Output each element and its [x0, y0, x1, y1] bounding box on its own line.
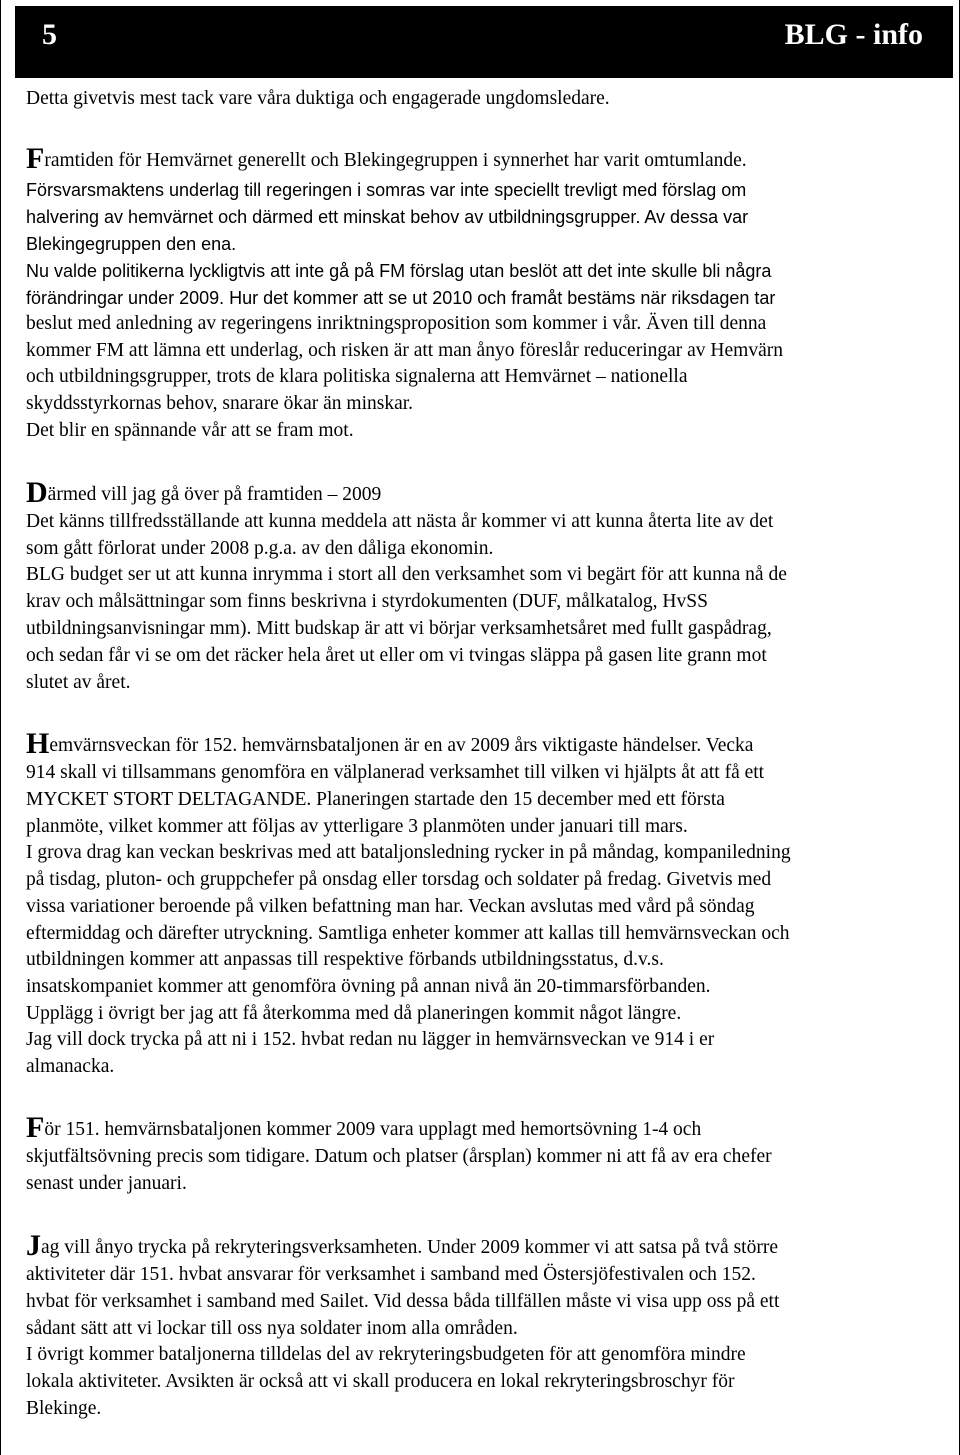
framtiden-line — [26, 142, 747, 175]
hemvarnsveckan-line: Upplägg i övrigt ber jag att få återkomma med då planeringen kommit något längre. — [26, 1003, 682, 1024]
page-header-bar — [15, 6, 953, 78]
page-number: 5 — [42, 18, 57, 51]
dropcap: H — [26, 727, 50, 760]
hemvarnsveckan-line: MYCKET STORT DELTAGANDE. Planeringen startade den 15 december med ett första — [26, 789, 725, 810]
framtiden-line: beslut med anledning av regeringens inriktningsproposition som kommer i vår. Även till denna — [26, 313, 767, 334]
hemvarnsveckan-line: utbildningen kommer att anpassas till respektive förbands utbildningsstatus, d.v.s. — [26, 949, 664, 970]
darmed-line: och sedan får vi se om det räcker hela året ut eller om vi tvingas släppa på gasen lite grann mot — [26, 645, 767, 666]
hemvarnsveckan-line: insatskompaniet kommer att genomföra övning på annan nivå än 20-timmarsförbanden. — [26, 976, 711, 997]
framtiden-line: Försvarsmaktens underlag till regeringen i somras var inte speciellt trevligt med förslag om — [26, 180, 747, 200]
framtiden-line: och utbildningsgrupper, trots de klara politiska signalerna att Hemvärnet – nationella — [26, 366, 688, 387]
rekrytering-line: hvbat för verksamhet i samband med Sailet. Vid dessa båda tillfällen måste vi visa upp oss på ett — [26, 1291, 780, 1312]
dropcap: F — [26, 1111, 45, 1144]
hemvarnsveckan-line: almanacka. — [26, 1056, 115, 1077]
text-run: ärmed vill jag gå över på framtiden – 2009 — [47, 484, 382, 505]
for151-line: skjutfältsövning precis som tidigare. Datum och platser (årsplan) kommer ni att få av era chefer — [26, 1146, 772, 1167]
darmed-line — [26, 476, 382, 509]
framtiden-line: halvering av hemvärnet och därmed ett minskat behov av utbildningsgrupper. Av dessa var — [26, 207, 749, 227]
hemvarnsveckan-line: I grova drag kan veckan beskrivas med att bataljonsledning rycker in på måndag, kompaniledning — [26, 842, 791, 863]
darmed-line: slutet av året. — [26, 672, 131, 693]
darmed-line: Det känns tillfredsställande att kunna meddela att nästa år kommer vi att kunna återta lite av det — [26, 511, 774, 532]
darmed-line: utbildningsanvisningar mm). Mitt budskap är att vi börjar verksamhetsåret med fullt gaspådrag, — [26, 618, 772, 639]
for151-line — [26, 1111, 702, 1144]
rekrytering-line: lokala aktiviteter. Avsikten är också att vi skall producera en lokal rekryteringsbroschyr för — [26, 1371, 735, 1392]
hemvarnsveckan-line: på tisdag, pluton- och gruppchefer på onsdag eller torsdag och soldater på fredag. Givetvis med — [26, 869, 772, 890]
framtiden-line: Blekingegruppen den ena. — [26, 234, 237, 254]
darmed-line: BLG budget ser ut att kunna inrymma i stort all den verksamhet som vi begärt för att kunna nå de — [26, 564, 787, 585]
rekrytering-line — [26, 1229, 778, 1262]
dropcap: J — [26, 1229, 41, 1262]
rekrytering-line: Blekinge. — [26, 1398, 102, 1419]
hemvarnsveckan-line — [26, 727, 754, 760]
hemvarnsveckan-line: eftermiddag och därefter utryckning. Samtliga enheter kommer att kallas till hemvärnsveckan och — [26, 923, 790, 944]
text-run: ramtiden för Hemvärnet generellt och Blekingegruppen i synnerhet har varit omtumlande. — [44, 150, 747, 171]
text-run: ör 151. hemvärnsbataljonen kommer 2009 vara upplagt med hemortsövning 1-4 och — [44, 1119, 702, 1140]
intro-line: Detta givetvis mest tack vare våra duktiga och engagerade ungdomsledare. — [26, 88, 610, 109]
hemvarnsveckan-line: 914 skall vi tillsammans genomföra en välplanerad verksamhet till vilken vi hjälpts åt att få ett — [26, 762, 765, 783]
rekrytering-line: I övrigt kommer bataljonerna tilldelas del av rekryteringsbudgeten för att genomföra mindre — [26, 1344, 746, 1365]
framtiden-line: förändringar under 2009. Hur det kommer att se ut 2010 och framåt bestäms när riksdagen tar — [26, 288, 776, 308]
framtiden-line: Det blir en spännande vår att se fram mot. — [26, 420, 354, 441]
hemvarnsveckan-line: vissa variationer beroende på vilken befattning man har. Veckan avslutas med vård på söndag — [26, 896, 755, 917]
text-run: emvärnsveckan för 152. hemvärnsbataljonen är en av 2009 års viktigaste händelser. Vecka — [49, 735, 754, 756]
hemvarnsveckan-line: Jag vill dock trycka på att ni i 152. hvbat redan nu lägger in hemvärnsveckan ve 914 i er — [26, 1029, 715, 1050]
framtiden-line: Nu valde politikerna lyckligtvis att inte gå på FM förslag utan beslöt att det inte skulle bli några — [26, 261, 772, 281]
text-run: ag vill ånyo trycka på rekryteringsverksamheten. Under 2009 kommer vi att satsa på två större — [41, 1237, 778, 1258]
for151-line: senast under januari. — [26, 1173, 187, 1194]
darmed-line: som gått förlorat under 2008 p.g.a. av den dåliga ekonomin. — [26, 538, 494, 559]
framtiden-line: skyddsstyrkornas behov, snarare ökar än minskar. — [26, 393, 414, 414]
darmed-line: krav och målsättningar som finns beskrivna i styrdokumenten (DUF, målkatalog, HvSS — [26, 591, 708, 612]
rekrytering-line: sådant sätt att vi lockar till oss nya soldater inom alla områden. — [26, 1318, 518, 1339]
dropcap: F — [26, 142, 45, 175]
framtiden-line: kommer FM att lämna ett underlag, och risken är att man ånyo föreslår reduceringar av Hemvärn — [26, 340, 783, 361]
hemvarnsveckan-line: planmöte, vilket kommer att följas av ytterligare 3 planmöten under januari till mars. — [26, 816, 688, 837]
newsletter-title: BLG - info — [784, 18, 923, 51]
dropcap: D — [26, 476, 48, 509]
rekrytering-line: aktiviteter där 151. hvbat ansvarar för verksamhet i samband med Östersjöfestivalen och 152. — [26, 1264, 756, 1285]
